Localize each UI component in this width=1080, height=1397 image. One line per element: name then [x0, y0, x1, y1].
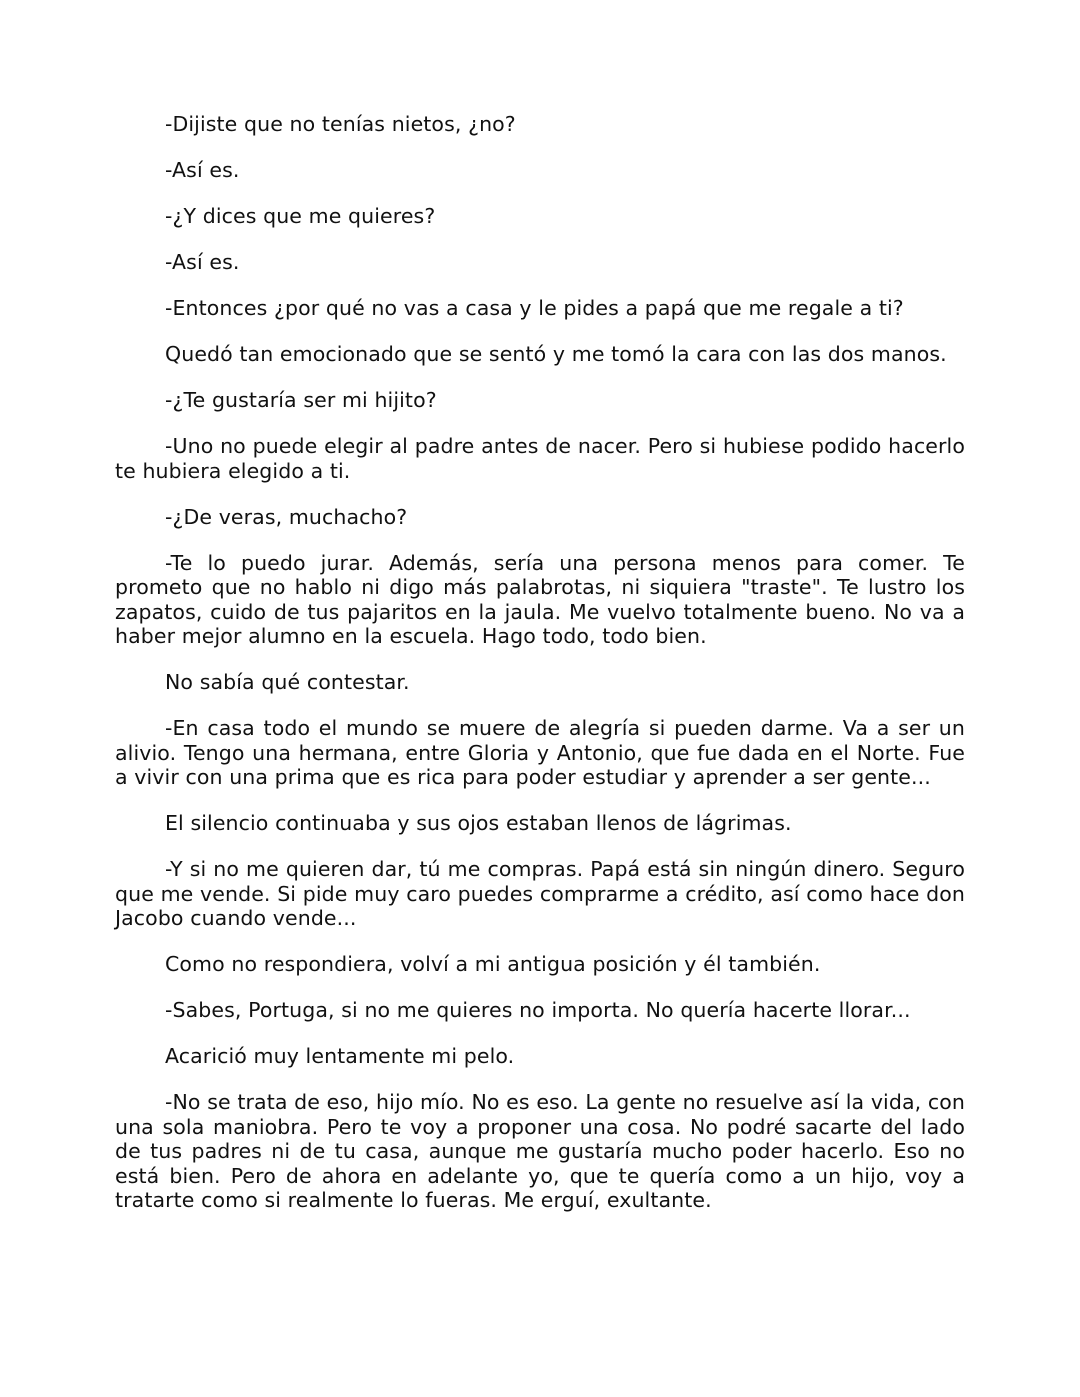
paragraph-18: -No se trata de eso, hijo mío. No es eso. La gente no resuelve así la vida, con una sola maniobra. Pero te voy a proponer una cosa. No podré sacarte del lado de tus padres ni de tu casa, aunque me gustaría mucho poder hacerlo. Eso no está bien. Pero de ahora en adelante yo, que te quería como a un hijo, voy a tratarte como si realmente lo fueras. Me erguí, exultante. — [115, 1090, 965, 1212]
paragraph-1: -Dijiste que no tenías nietos, ¿no? — [165, 112, 516, 136]
paragraph-2: -Así es. — [165, 158, 240, 182]
paragraph-9: -¿De veras, muchacho? — [165, 504, 408, 529]
paragraph-5: -Entonces ¿por qué no vas a casa y le pides a papá que me regale a ti? — [165, 296, 904, 320]
paragraph-4: -Así es. — [165, 250, 240, 274]
paragraph-10: -Te lo puedo jurar. Además, sería una persona menos para comer. Te prometo que no hablo ni digo más palabrotas, ni siquiera "traste". Te lustro los zapatos, cuido de tus pajaritos en la jaula. Me vuelvo totalmente bueno. No va a haber mejor alumno en la escuela. Hago todo, todo bien. — [115, 550, 965, 648]
paragraph-3: -¿Y dices que me quieres? — [165, 204, 436, 228]
paragraph-11: No sabía qué contestar. — [165, 670, 410, 694]
document-page — [115, 112, 965, 1234]
paragraph-13: El silencio continuaba y sus ojos estaban llenos de lágrimas. — [165, 811, 792, 835]
paragraph-12: -En casa todo el mundo se muere de alegría si pueden darme. Va a ser un alivio. Tengo una hermana, entre Gloria y Antonio, que fue dada en el Norte. Fue a vivir con una prima que es rica para poder estudiar y aprender a ser gente... — [115, 716, 965, 789]
paragraph-17: Acarició muy lentamente mi pelo. — [165, 1044, 515, 1068]
paragraph-7: -¿Te gustaría ser mi hijito? — [165, 388, 437, 412]
paragraph-6: Quedó tan emocionado que se sentó y me tomó la cara con las dos manos. — [165, 342, 947, 366]
paragraph-16: -Sabes, Portuga, si no me quieres no importa. No quería hacerte llorar... — [165, 998, 911, 1022]
paragraph-15: Como no respondiera, volví a mi antigua posición y él también. — [165, 952, 821, 976]
paragraph-14: -Y si no me quieren dar, tú me compras. Papá está sin ningún dinero. Seguro que me vende. Si pide muy caro puedes comprarme a crédito, así como hace don Jacobo cuando vende... — [115, 857, 965, 930]
paragraph-8: -Uno no puede elegir al padre antes de nacer. Pero si hubiese podido hacerlo te hubiera elegido a ti. — [115, 434, 965, 483]
